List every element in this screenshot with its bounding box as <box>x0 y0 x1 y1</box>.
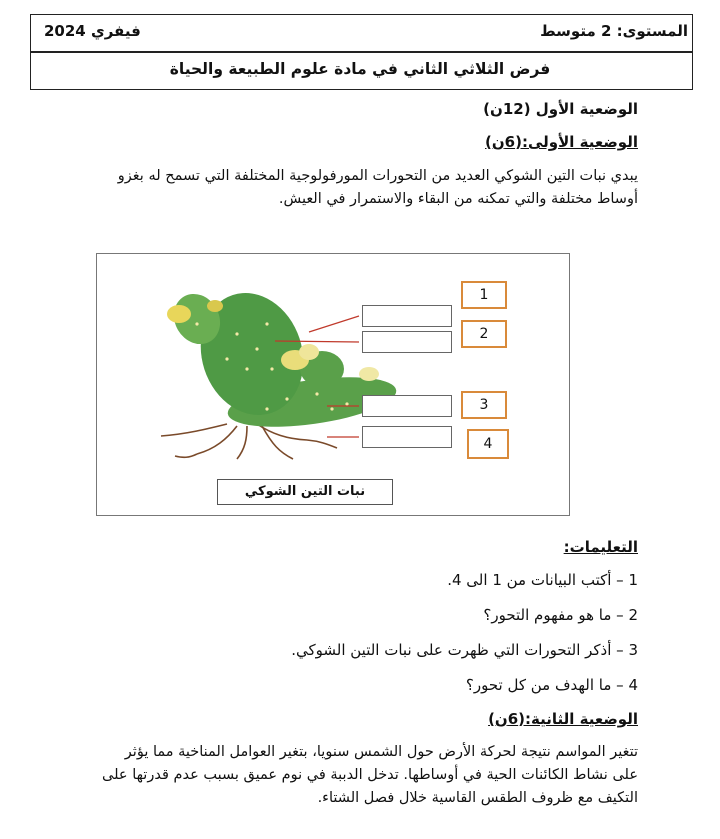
instruction-item-4: 4 – ما الهدف من كل تحور؟ <box>465 676 638 694</box>
level-label: المستوى: 2 متوسط <box>540 22 688 40</box>
label-box-1 <box>362 305 452 327</box>
date-label: فيفري 2024 <box>44 22 141 40</box>
figure-frame <box>96 253 570 516</box>
section2-paragraph: تتغير المواسم نتيجة لحركة الأرض حول الشمس سنويا، بتغير العوامل المناخية مما يؤثر على نشاط الكائنات الحية في أوساطها. تدخل الدببة في نوم عميق بسبب عدم قدرتها على التكيف مع ظروف الطقس القاسية خلال فصل الشتاء. <box>102 744 638 806</box>
instruction-item-1: 1 – أكتب البيانات من 1 الى 4. <box>447 571 638 589</box>
number-badge-1: 1 <box>461 281 507 309</box>
instruction-item-2: 2 – ما هو مفهوم التحور؟ <box>483 606 638 624</box>
number-badge-3: 3 <box>461 391 507 419</box>
number-badge-4: 4 <box>467 429 509 459</box>
instructions-title: التعليمات: <box>563 538 638 556</box>
label-box-3 <box>362 395 452 417</box>
section2-subtitle: الوضعية الثانية:(6ن) <box>488 710 638 728</box>
exam-title: فرض الثلاثي الثاني في مادة علوم الطبيعة والحياة <box>169 60 551 78</box>
label-box-2 <box>362 331 452 353</box>
number-badge-2: 2 <box>461 320 507 348</box>
section1-title: الوضعية الأول (12ن) <box>483 100 638 118</box>
instruction-item-3: 3 – أذكر التحورات التي ظهرت على نبات التين الشوكي. <box>291 641 638 659</box>
section1-subtitle: الوضعية الأولى:(6ن) <box>485 133 638 151</box>
section1-paragraph: يبدي نبات التين الشوكي العديد من التحورات المورفولوجية المختلفة التي تسمح له بغزو أوساط مختلفة والتي تمكنه من البقاء والاستمرار في العيش. <box>117 168 638 207</box>
figure-caption: نبات التين الشوكي <box>217 479 393 505</box>
label-box-4 <box>362 426 452 448</box>
